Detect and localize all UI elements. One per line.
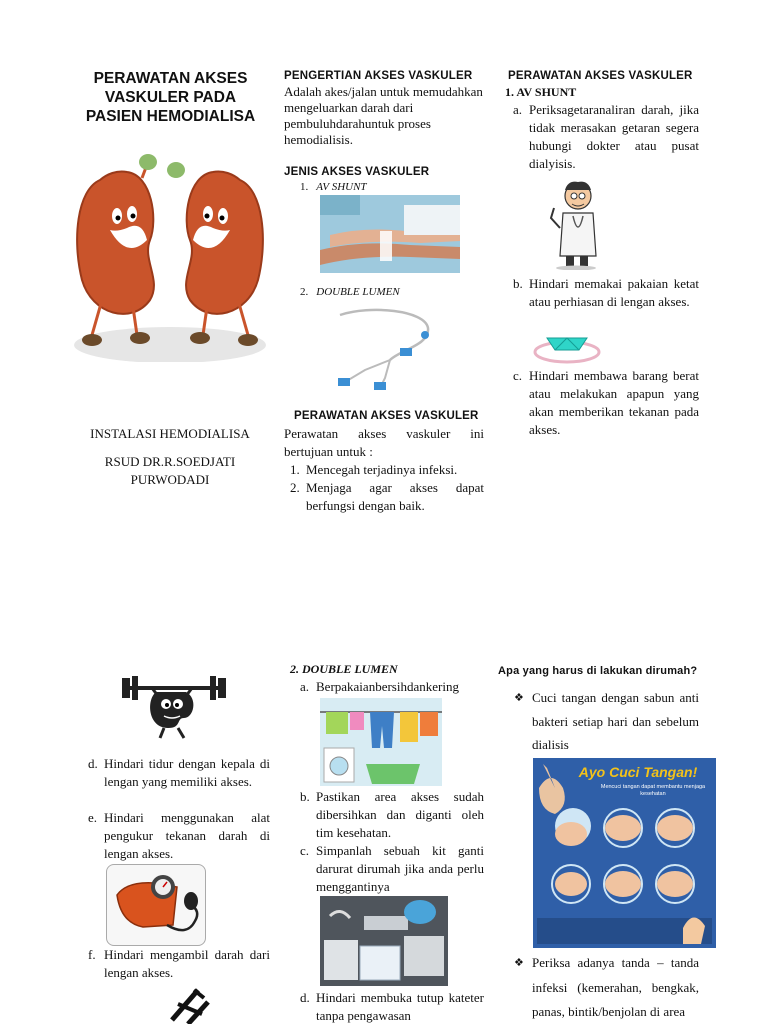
diamond-ring-image (533, 330, 601, 364)
type-1-number: 1. (300, 181, 309, 193)
item-c-text: Hindari membawa barang berat atau melakukan apapun yang akan memberikan tekanan pada akses. (529, 368, 699, 437)
handwashing-poster (533, 758, 716, 948)
bullet-2-text: Periksa adanya tanda – tanda infeksi (kemerahan, bengkak, panas, bintik/benjolan di area (532, 955, 699, 1019)
kidney-mascots-illustration (72, 150, 268, 362)
double-lumen-subheading: 2. DOUBLE LUMEN (290, 662, 398, 676)
dl-item-c-label: c. (300, 843, 310, 858)
item-d-text: Hindari tidur dengan kepala di lengan yang memiliki akses. (104, 756, 270, 789)
hospital-line-1: RSUD DR.R.SOEDJATI (104, 454, 236, 469)
home-care-bullet-2 (514, 951, 699, 1025)
goal-1-text: Mencegah terjadinya infeksi. (306, 462, 458, 477)
institution-name: INSTALASI HEMODIALISA (90, 426, 250, 441)
dl-item-a-text: Berpakaianbersihdankering (316, 679, 459, 694)
type-2-label: DOUBLE LUMEN (316, 286, 400, 298)
item-d-label: d. (88, 756, 98, 771)
item-e-label: e. (88, 810, 98, 825)
double-lumen-item-d (300, 989, 484, 1025)
brochure-title (68, 69, 273, 126)
av-shunt-item-f (88, 946, 270, 982)
clean-laundry-image (320, 698, 442, 786)
hospital-line-2: PURWODADI (130, 472, 210, 487)
diamond-bullet-icon-2: ❖ (514, 956, 524, 969)
item-a-text: Periksagetaranaliran darah, jika tidak merasakan getaran segera hubungi dokter atau pusat dialyisis. (529, 102, 699, 171)
av-shunt-item-a (513, 101, 699, 173)
item-b-label: b. (513, 276, 523, 291)
av-shunt-photo (320, 195, 460, 273)
weightlifting-kidney-cartoon (120, 670, 228, 742)
dl-item-b-label: b. (300, 789, 310, 804)
doctor-cartoon (548, 178, 603, 270)
care-goal-2 (290, 479, 484, 515)
goal-2-number: 2. (290, 480, 300, 495)
title-line-3: PASIEN HEMODIALISA (85, 108, 256, 125)
av-shunt-subheading: 1. AV SHUNT (505, 85, 577, 99)
syringe-symbol-image (158, 984, 220, 1024)
home-care-bullet-1 (514, 686, 699, 757)
av-shunt-care-heading: PERAWATAN AKSES VASKULER (508, 70, 693, 82)
hospital-name (70, 453, 270, 489)
double-lumen-item-c (300, 842, 484, 896)
poster-title: Ayo Cuci Tangan! (578, 764, 698, 780)
item-c-label: c. (513, 368, 523, 383)
type-2-number: 2. (300, 286, 309, 298)
type-1-label: AV SHUNT (316, 181, 367, 193)
av-shunt-item-c (513, 367, 699, 439)
item-a-label: a. (513, 102, 523, 117)
title-line-2: VASKULER PADA (104, 89, 237, 106)
dl-item-d-text: Hindari membuka tutup kateter tanpa pengawasan (316, 990, 484, 1023)
type-double-lumen (300, 286, 400, 298)
home-care-heading: Apa yang harus di lakukan dirumah? (498, 665, 698, 677)
item-e-text: Hindari menggunakan alat pengukur tekanan darah di lengan akses. (104, 810, 270, 861)
goal-1-number: 1. (290, 462, 300, 477)
bullet-1-text: Cuci tangan dengan sabun anti bakteri setiap hari dan sebelum dialisis (532, 690, 699, 752)
item-b-text: Hindari memakai pakaian ketat atau perhiasan di lengan akses. (529, 276, 699, 309)
double-lumen-item-a (300, 678, 484, 696)
item-f-label: f. (88, 947, 96, 962)
definition-text: Adalah akes/jalan untuk memudahkan mengeluarkan darah dari pembuluhdarahuntuk proses hemodialisis. (284, 84, 483, 147)
dl-item-c-text: Simpanlah sebuah kit ganti darurat dirumah jika anda perlu menggantinya (316, 843, 484, 894)
av-shunt-item-e (88, 809, 270, 863)
poster-subtitle: Mencuci tangan dapat membantu menjaga kesehatan (600, 784, 706, 797)
care-intro: Perawatan akses vaskuler ini bertujuan untuk : (284, 426, 484, 459)
diamond-bullet-icon: ❖ (514, 691, 524, 704)
av-shunt-item-d (88, 755, 270, 791)
dl-item-d-label: d. (300, 990, 310, 1005)
care-goal-1 (290, 461, 484, 479)
dl-item-b-text: Pastikan area akses sudah dibersihkan dan diganti oleh tim kesehatan. (316, 789, 484, 840)
care-heading: PERAWATAN AKSES VASKULER (294, 410, 479, 422)
double-lumen-item-b (300, 788, 484, 842)
types-heading: JENIS AKSES VASKULER (284, 166, 430, 178)
av-shunt-item-b (513, 275, 699, 311)
blood-pressure-cuff-image (106, 864, 206, 946)
dl-item-a-label: a. (300, 679, 310, 694)
title-line-1: PERAWATAN AKSES (93, 70, 248, 87)
type-av-shunt (300, 181, 367, 193)
item-f-text: Hindari mengambil darah dari lengan akses. (104, 947, 270, 980)
double-lumen-catheter-image (330, 300, 435, 392)
definition-heading: PENGERTIAN AKSES VASKULER (284, 70, 473, 82)
dressing-kit-photo (320, 896, 448, 986)
goal-2-text: Menjaga agar akses dapat berfungsi dengan baik. (306, 480, 484, 513)
